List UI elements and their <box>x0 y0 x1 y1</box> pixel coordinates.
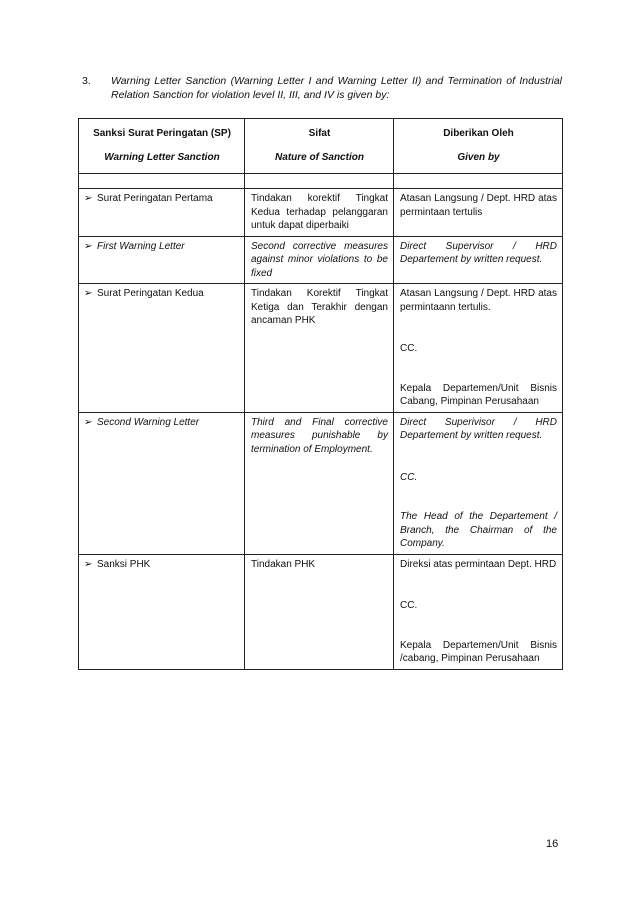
arrow-bullet-icon: ➢ <box>84 240 93 252</box>
given-by-cc: CC. <box>400 471 418 483</box>
header-sanction-id: Sanksi Surat Peringatan (SP) <box>93 128 231 139</box>
table-row <box>79 189 563 237</box>
page-number: 16 <box>546 838 559 850</box>
sanction-nature: Tindakan PHK <box>245 554 394 669</box>
given-by: Direct Superivisor / HRD Departement by written request. <box>400 416 557 441</box>
arrow-bullet-icon: ➢ <box>84 193 93 204</box>
sanction-name: Surat Peringatan Kedua <box>97 288 204 299</box>
header-nature-id: Sifat <box>308 128 331 139</box>
intro-number: 3. <box>82 75 91 87</box>
arrow-bullet-icon: ➢ <box>84 558 93 570</box>
given-by-cc-recipients: The Head of the Departement / Branch, the Chairman of the Company. <box>400 511 557 549</box>
table-row <box>79 412 563 554</box>
arrow-bullet-icon: ➢ <box>84 288 93 299</box>
given-by: Atasan Langsung / Dept. HRD atas permintaann tertulis. <box>400 288 557 313</box>
intro-text: Warning Letter Sanction (Warning Letter I and Warning Letter II) and Termination of Industrial Relation Sanction for violation level II, III, and IV is given by: <box>111 75 562 101</box>
given-by: Atasan Langsung / Dept. HRD atas permintaan tertulis <box>400 193 557 218</box>
header-nature <box>245 119 394 174</box>
table-spacer-row <box>79 174 563 189</box>
sanction-nature: Second corrective measures against minor violations to be fixed <box>245 236 394 284</box>
sanction-name: Surat Peringatan Pertama <box>97 193 213 204</box>
given-by-cc: CC. <box>400 600 418 611</box>
table-row <box>79 284 563 413</box>
header-nature-en: Nature of Sanction <box>275 151 364 163</box>
table-row <box>79 554 563 669</box>
header-sanction-en: Warning Letter Sanction <box>104 151 220 163</box>
sanction-nature: Tindakan Korektif Tingkat Ketiga dan Terakhir dengan ancaman PHK <box>245 284 394 413</box>
given-by: Direct Supervisor / HRD Departement by written request. <box>400 240 557 265</box>
table-header-row <box>79 119 563 174</box>
sanction-nature: Tindakan korektif Tingkat Kedua terhadap pelanggaran untuk dapat diperbaiki <box>245 189 394 237</box>
arrow-bullet-icon: ➢ <box>84 416 93 428</box>
given-by: Direksi atas permintaan Dept. HRD <box>400 558 557 570</box>
sanction-name: Second Warning Letter <box>97 416 200 428</box>
header-given-en: Given by <box>457 151 500 163</box>
sanction-name: First Warning Letter <box>97 240 185 252</box>
given-by-cc-recipients: Kepala Departemen/Unit Bisnis Cabang, Pimpinan Perusahaan <box>400 382 557 407</box>
sanction-nature: Third and Final corrective measures punishable by termination of Employment. <box>245 412 394 554</box>
header-given <box>394 119 563 174</box>
given-by-cc: CC. <box>400 343 418 354</box>
intro-paragraph <box>82 74 562 102</box>
header-sanction <box>79 119 245 174</box>
given-by-cc-recipients: Kepala Departemen/Unit Bisnis /cabang, Pimpinan Perusahaan <box>400 639 557 664</box>
sanction-table <box>78 118 563 670</box>
sanction-name: Sanksi PHK <box>97 558 151 570</box>
table-row <box>79 236 563 284</box>
header-given-id: Diberikan Oleh <box>443 128 514 139</box>
